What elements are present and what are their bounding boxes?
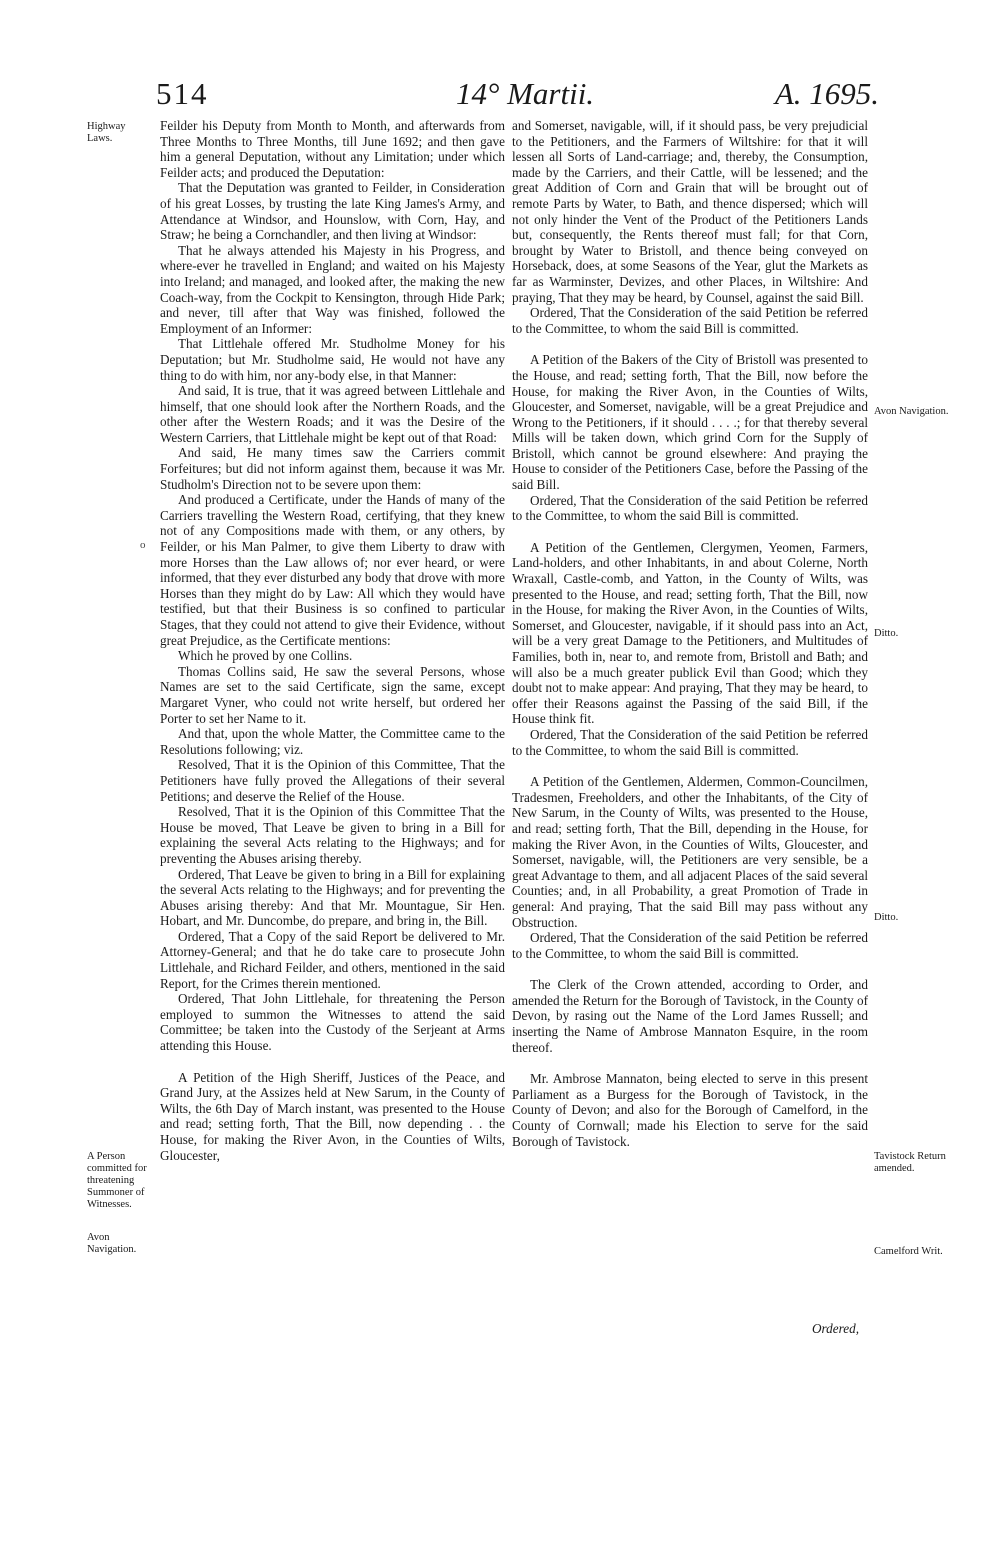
margin-note-camelford: Camelford Writ. bbox=[874, 1246, 943, 1257]
paragraph: Feilder his Deputy from Month to Month, and afterwards from Three Months to Three Months, till June 1692; and then gave him a general Deputation, without any Limitation; under which Feilder acts; and produced the Deputation: bbox=[160, 118, 505, 180]
paragraph: Mr. Ambrose Mannaton, being elected to serve in this present Parliament as a Burgess for the Borough of Tavistock, in the County of Devon; and also for the Borough of Camelford, in the County of Cornwall; made his Election to serve for the said Borough of Tavistock. bbox=[512, 1071, 868, 1149]
paragraph: Ordered, That a Copy of the said Report be delivered to Mr. Attorney-General; and that he do take care to prosecute John Littlehale, and Richard Feilder, and others, mentioned in the said Report, for the Crimes therein mentioned. bbox=[160, 928, 505, 991]
paragraph: And produced a Certificate, under the Hands of many of the Carriers travelling the Western Road, certifying, that they knew not of any Compositions made with them, or any others, by Feilder, or his Man Palmer, to give them Liberty to draw with more Horses than the Law allows of; nor ever heard, or were informed, that they ever disturbed any body that drove with more Horses than they might do by Law: All which they would have testified, but that their Business is so confined to particular Stages, that they could not attend to give their Evidence, without great Prejudice, as the Certificate mentions: bbox=[160, 492, 505, 648]
paragraph: Ordered, That the Consideration of the said Petition be referred to the Committee, to whom the said Bill is committed. bbox=[512, 305, 868, 336]
paragraph: A Petition of the Gentlemen, Clergymen, Yeomen, Farmers, Land-holders, and other Inhabitants, in and about Colerne, North Wraxall, Castle-comb, and Yatton, in the County of Wilts, was presented to the House, and read; setting forth, That the Bill, now in the House, for making the River Avon, in the Counties of Wilts, Somerset, and Gloucester, navigable, if it should pass into an Act, will be a very great Damage to the Petitioners, and Multitudes of Families, both in, near to, and remote from, Bristoll and Bath; and will also be a much greater publick Evil than Good; which they doubt not to make appear: And praying, That they may be heard, to offer their Reasons against the Passing of the said Bill, if the House think fit. bbox=[512, 539, 868, 727]
page-date-heading: 14° Martii. bbox=[455, 76, 595, 111]
margin-note-person-committed: A Person committed for threatening Summoner of Witnesses. bbox=[87, 1151, 147, 1210]
left-column bbox=[160, 118, 505, 1163]
paragraph: Thomas Collins said, He saw the several Persons, whose Names are set to the said Certificate, sign the same, except Margaret Vyner, who could not write herself, but ordered her Porter to set her Name to it. bbox=[160, 663, 505, 726]
paragraph: and Somerset, navigable, will, if it should pass, be very prejudicial to the Petitioners, and the Farmers of Wiltshire: for that it will lessen all Sorts of Land-carriage; and, thereby, the Consumption, made by the Carriers, and their Cattle, will be lessened; and the great Addition of Corn and Grain that will be brought out of remote Parts by Water, to Bath, and thence dispersed; which will not only hinder the Vent of the Product of the Petitioners Lands but, consequently, the Rents thereof must fall; for that Corn, brought by Water to Bristoll, and thence being conveyed on Horseback, does, at some Seasons of the Year, glut the Markets as far as Warminster, Devizes, and other Places, in Wiltshire: And praying, That they may be heard, by Counsel, against the said Bill. bbox=[512, 118, 868, 305]
paragraph: Ordered, That Leave be given to bring in a Bill for explaining the several Acts relating to the Highways; and for preventing the Abuses arising thereby: And that Mr. Mountague, Sir Hen. Hobart, and Mr. Duncombe, do prepare, and bring in, the Bill. bbox=[160, 866, 505, 929]
paragraph: Ordered, That the Consideration of the said Petition be referred to the Committee, to whom the said Bill is committed. bbox=[512, 726, 868, 758]
paragraph: Ordered, That the Consideration of the said Petition be referred to the Committee, to whom the said Bill is committed. bbox=[512, 492, 868, 524]
page-number: 514 bbox=[156, 76, 209, 111]
page-year: A. 1695. bbox=[774, 76, 879, 111]
catchword: Ordered, bbox=[812, 1321, 859, 1336]
paragraph: That the Deputation was granted to Feilder, in Consideration of his great Losses, by trusting the late King James's Army, and Attendance at Windsor, and Hounslow, with Corn, Hay, and Straw; he being a Cornchandler, and then living at Windsor: bbox=[160, 180, 505, 243]
margin-note-avon-right: Avon Navigation. bbox=[874, 406, 949, 417]
paragraph: Ordered, That the Consideration of the said Petition be referred to the Committee, to whom the said Bill is committed. bbox=[512, 930, 868, 961]
margin-note-highway: Highway Laws. bbox=[87, 121, 126, 144]
paragraph: A Petition of the Gentlemen, Aldermen, Common-Councilmen, Tradesmen, Freeholders, and other the Inhabitants, of the City of New Sarum, in the County of Wilts, was presented to the House, and read; setting forth, That the Bill, depending in the House, for making the River Avon, in the Counties of Wilts, Gloucester, and Somerset, navigable, will, the Petitioners are very sensible, be a great Advantage to them, and all adjacent Places of the said several Counties; and, in all Probability, a great Promotion of Trade in general: And praying, That the said Bill may pass without any Obstruction. bbox=[512, 774, 868, 930]
margin-note-avon-left: Avon Navigation. bbox=[87, 1232, 137, 1255]
margin-note-ditto-1: Ditto. bbox=[874, 628, 899, 639]
paragraph: And said, He many times saw the Carriers commit Forfeitures; but did not inform against them, because it was Mr. Studholm's Direction not to be severe upon them: bbox=[160, 445, 505, 492]
paragraph: Ordered, That John Littlehale, for threatening the Person employed to summon the Witnesses to attend the said Committee; be taken into the Custody of the Serjeant at Arms attending this House. bbox=[160, 991, 505, 1054]
paragraph: Resolved, That it is the Opinion of this Committee, That the Petitioners have fully proved the Allegations of their several Petitions; and deserve the Relief of the House. bbox=[160, 757, 505, 804]
margin-note-tavistock: Tavistock Return amended. bbox=[874, 1151, 946, 1174]
paragraph: Resolved, That it is the Opinion of this Committee That the House be moved, That Leave be given to bring in a Bill for explaining the several Acts relating to the Highways; and for preventing the Abuses arising thereby. bbox=[160, 804, 505, 866]
paragraph: That he always attended his Majesty in his Progress, and where-ever he travelled in England; and waited on his Majesty into Ireland; and managed, and looked after, the making the new Coach-way, from the Cockpit to Kensington, through Hide Park; and never, till after that Way was finished, followed the Employment of an Informer: bbox=[160, 242, 505, 336]
paragraph: And said, It is true, that it was agreed between Littlehale and himself, that one should look after the Northern Roads, and the other after the Western Roads; and it was the Desire of the Western Carriers, that Littlehale might be kept out of that Road: bbox=[160, 383, 505, 445]
right-column bbox=[512, 118, 868, 1149]
margin-note-ditto-2: Ditto. bbox=[874, 912, 899, 923]
paragraph: A Petition of the Bakers of the City of Bristoll was presented to the House, and read; setting forth, That the Bill, now before the House, for making the River Avon, in the Counties of Wilts, Gloucester, and Somerset, navigable, will be a great Prejudice and Wrong to the Petitioners, if it should . . . .; for that thereby several Mills will be taken down, which grind Corn for the Supply of Bristoll, which cannot be ground elsewhere: And praying the House to consider of the Petitioners Case, before the Passing of the said Bill. bbox=[512, 352, 868, 493]
paragraph: Which he proved by one Collins. bbox=[178, 648, 353, 664]
paragraph: And that, upon the whole Matter, the Committee came to the Resolutions following; viz. bbox=[160, 726, 505, 757]
paragraph: A Petition of the High Sheriff, Justices of the Peace, and Grand Jury, at the Assizes held at New Sarum, in the County of Wilts, the 6th Day of March instant, was presented to the House and read; setting forth, That the Bill, now depending . . the House, for making the River Avon, in the Counties of Wilts, Gloucester, bbox=[160, 1069, 505, 1163]
margin-mark: o bbox=[140, 539, 146, 551]
paragraph: The Clerk of the Crown attended, according to Order, and amended the Return for the Borough of Tavistock, in the County of Devon, by rasing out the Name of the Lord James Russell; and inserting the Name of Ambrose Mannaton Esquire, in the room thereof. bbox=[512, 977, 868, 1055]
paragraph: That Littlehale offered Mr. Studholme Money for his Deputation; but Mr. Studholme said, He would not have any thing to do with him, nor any-body else, in that Manner: bbox=[160, 336, 505, 383]
